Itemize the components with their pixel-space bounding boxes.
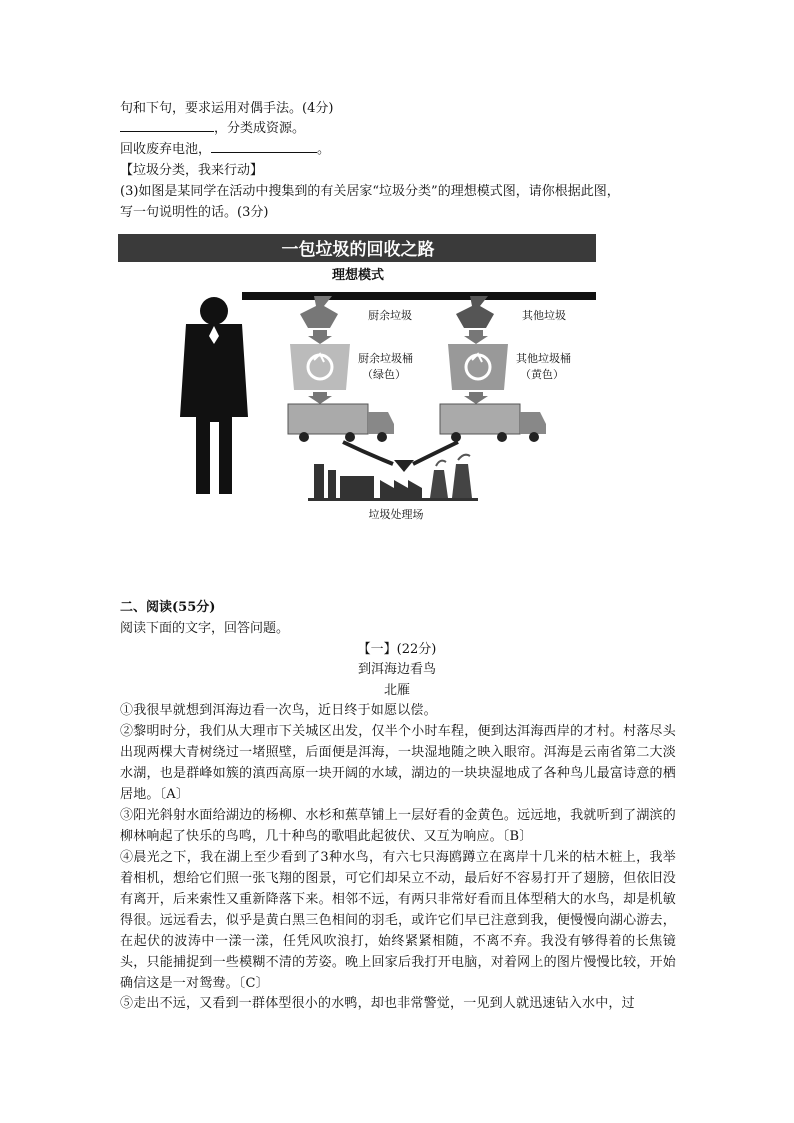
q2-line1-suffix: ，分类成资源。 (214, 121, 306, 136)
carry-bar (242, 292, 596, 300)
q2-line2-suffix: 。 (317, 142, 331, 157)
answer-blank-2[interactable] (211, 140, 317, 153)
arrow-down-icon (308, 330, 332, 344)
paragraph-3: ③阳光斜射水面给湖边的杨柳、水杉和蕉草铺上一层好看的金黄色。远远地，我就听到了湖滨的柳林响起了快乐的鸟鸣，几十种鸟的歌唱此起彼伏、又互为响应。〔B〕 (120, 808, 676, 844)
yellow-bin-icon (448, 344, 508, 390)
left-bin-label: 厨余垃圾桶 (358, 352, 413, 365)
q2-line2-prefix: 回收废弃电池， (120, 142, 212, 157)
article-author: 北雁 (383, 683, 410, 698)
right-bin-label: 其他垃圾桶 (516, 352, 571, 365)
converge-arrow-right (413, 442, 458, 464)
arrow-down-icon (464, 330, 488, 344)
left-bag-label: 厨余垃圾 (368, 309, 412, 322)
person-icon (180, 297, 248, 494)
left-bin-color: （绿色） (362, 368, 406, 381)
arrow-down-icon (464, 392, 488, 404)
garbage-recycling-diagram (118, 232, 598, 530)
left-truck-icon (288, 404, 394, 442)
q3-text-line-2: 写一句说明性的话。(3分) (120, 205, 269, 220)
right-trash-bag-icon (456, 296, 494, 328)
banner-title: 一包垃圾的回收之路 (281, 240, 435, 260)
q3-text-line-1: (3)如图是某同学在活动中搜集到的有关居家“垃圾分类”的理想模式图，请你根据此图， (120, 184, 620, 199)
q2-blank-line-2 (120, 140, 330, 159)
factory-icon (308, 455, 478, 501)
q2-instruction: 句和下句，要求运用对偶手法。(4分) (120, 101, 334, 116)
paragraph-5: ⑤走出不远，又看到一群体型很小的水鸭，却也非常警觉，一见到人就迅速钻入水中，过 (120, 996, 635, 1011)
paragraph-2: ②黎明时分，我们从大理市下关城区出发，仅半个小时车程，便到达洱海西岸的才村。村落尽头出现两棵大青树绕过一堵照壁，后面便是洱海，一块湿地随之映入眼帘。洱海是云南省第二大淡水湖，也是群峰如簇的滇西高原一块开阔的水域，湖边的一块块湿地成了各种鸟儿最富诗意的栖居地。〔A〕 (120, 724, 676, 802)
article-title: 到洱海边看鸟 (357, 662, 436, 677)
paragraph-1: ①我很早就想到洱海边看一次鸟，近日终于如愿以偿。 (120, 703, 437, 718)
reading-instruction: 阅读下面的文字，回答问题。 (120, 621, 290, 636)
reading-section-title: 二、阅读(55分) (120, 600, 216, 615)
arrow-down-icon (394, 460, 414, 472)
q2-blank-line-1 (120, 119, 305, 138)
right-bag-label: 其他垃圾 (522, 309, 566, 322)
left-trash-bag-icon (300, 296, 338, 328)
right-bin-color: （黄色） (520, 368, 564, 381)
paragraph-4: ④晨光之下，我在湖上至少看到了3种水鸟，有六七只海鸥蹲立在离岸十几米的枯木桩上，我举着相机，想给它们照一张飞翔的图景，可它们却呆立不动，最后好不容易打开了翅膀，但依旧没有离开，后来索性又重新降落下来。相邻不远，有两只非常好看而且体型稍大的水鸟，却是机敏得很。远远看去，似乎是黄白黑三色相间的羽毛，或许它们早已注意到我，便慢慢向湖心游去，在起伏的波涛中一漾一漾，任凭风吹浪打，始终紧紧相随，不离不弃。我没有够得着的长焦镜头，只能捕捉到一些模糊不清的芳姿。晚上回家后我打开电脑，对着网上的图片慢慢比较，开始确信这是一对鸳鸯。〔C〕 (120, 850, 676, 991)
converge-arrow-left (343, 442, 393, 464)
section-heading-action: 【垃圾分类，我来行动】 (120, 163, 264, 178)
plant-label: 垃圾处理场 (368, 508, 424, 521)
part-label: 【一】(22分) (357, 642, 437, 657)
diagram-subtitle: 理想模式 (331, 268, 385, 283)
right-truck-icon (440, 404, 546, 442)
answer-blank-1[interactable] (120, 119, 214, 132)
arrow-down-icon (308, 392, 332, 404)
green-bin-icon (290, 344, 350, 390)
